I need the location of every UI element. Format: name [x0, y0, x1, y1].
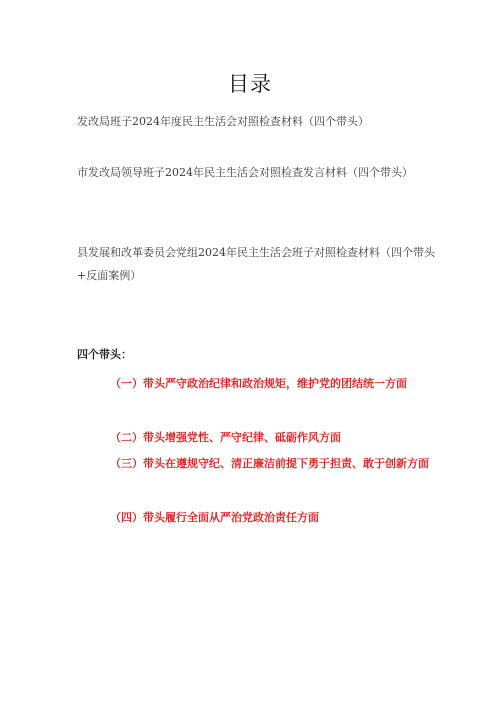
item-2: （二）带头增强党性、严守纪律、砥砺作风方面	[110, 431, 341, 444]
toc-entry-3: 县发展和改革委员会党组2024年民主生活会班子对照检查材料（四个带头+反面案例）	[77, 246, 435, 282]
item-3: （三）带头在遵规守纪、清正廉洁前提下勇于担责、敢于创新方面	[110, 457, 429, 470]
toc-entry-2: 市发改局领导班子2024年民主生活会对照检查发言材料（四个带头）	[77, 166, 413, 179]
item-4: （四）带头履行全面从严治党政治责任方面	[110, 511, 319, 524]
page-title: 目录	[228, 72, 272, 96]
item-1: （一）带头严守政治纪律和政治规矩，维护党的团结统一方面	[110, 377, 407, 390]
section-heading: 四个带头：	[77, 348, 132, 361]
toc-entry-1: 发改局班子2024年度民主生活会对照检查材料（四个带头）	[77, 115, 369, 128]
